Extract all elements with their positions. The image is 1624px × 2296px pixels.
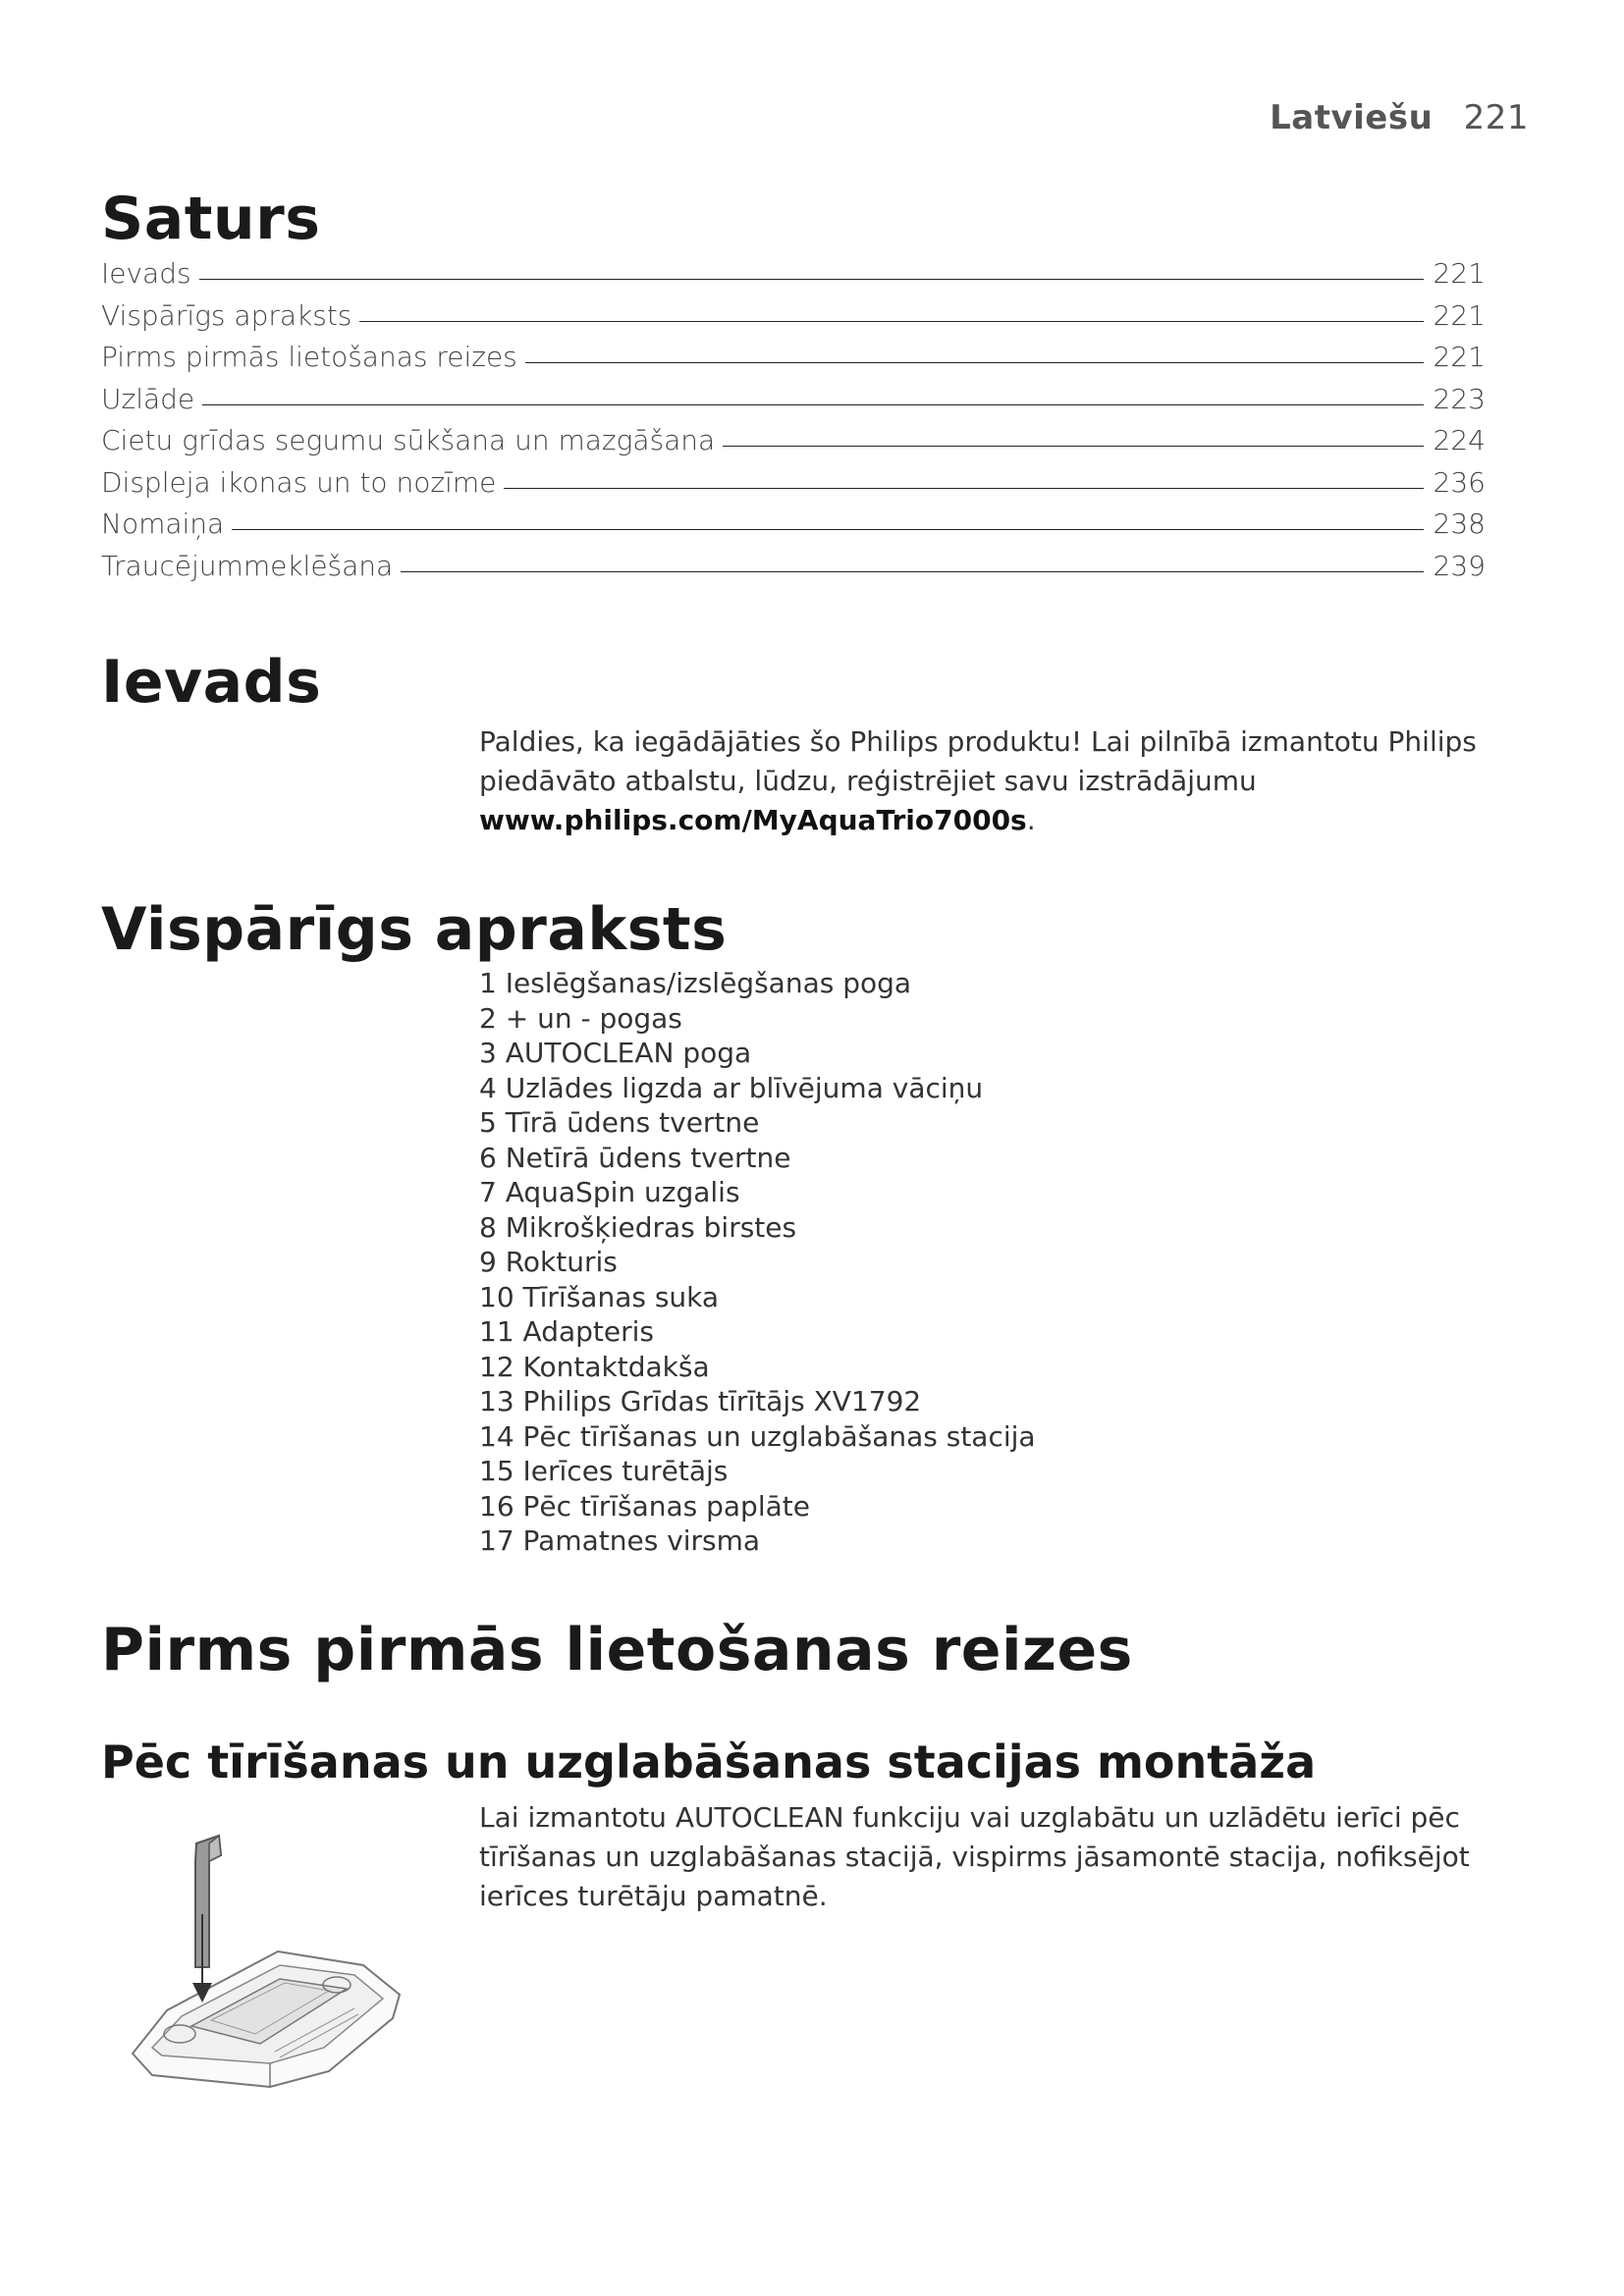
intro-heading: Ievads xyxy=(101,648,322,717)
toc-leader-line xyxy=(202,404,1423,405)
parts-list xyxy=(479,966,1036,1559)
station-assembly-illustration xyxy=(123,1816,407,2110)
table-of-contents xyxy=(101,257,1486,591)
before-first-use-heading: Pirms pirmās lietošanas reizes xyxy=(101,1616,1133,1684)
toc-leader-line xyxy=(232,529,1423,530)
toc-entry[interactable] xyxy=(101,341,1486,383)
toc-entry-page: 238 xyxy=(1433,507,1486,540)
toc-entry-title: Pirms pirmās lietošanas reizes xyxy=(101,341,517,373)
list-item: 1 Ieslēgšanas/izslēgšanas poga xyxy=(479,967,912,999)
intro-text: Paldies, ka iegādājāties šo Philips produktu! Lai pilnībā izmantotu Philips piedāvāto atbalstu, lūdzu, reģistrējiet savu izstrādājumu xyxy=(479,725,1477,797)
general-description-heading: Vispārīgs apraksts xyxy=(101,895,728,964)
page-header xyxy=(1270,98,1529,137)
station-assembly-drawing xyxy=(123,1816,407,2110)
toc-title: Saturs xyxy=(101,185,321,253)
toc-entry[interactable] xyxy=(101,507,1486,550)
toc-leader-line xyxy=(401,571,1423,572)
toc-leader-line xyxy=(525,362,1424,363)
toc-entry[interactable] xyxy=(101,383,1486,425)
list-item: 16 Pēc tīrīšanas paplāte xyxy=(479,1489,810,1522)
toc-entry-title: Uzlāde xyxy=(101,382,195,415)
toc-entry[interactable] xyxy=(101,257,1486,299)
list-item: 7 AquaSpin uzgalis xyxy=(479,1176,740,1208)
list-item: 4 Uzlādes ligzda ar blīvējuma vāciņu xyxy=(479,1071,984,1104)
registration-link[interactable]: www.philips.com/MyAquaTrio7000s xyxy=(479,804,1027,836)
toc-entry-page: 224 xyxy=(1433,424,1486,456)
toc-entry-title: Cietu grīdas segumu sūkšana un mazgāšana xyxy=(101,424,716,456)
header-language: Latviešu xyxy=(1270,98,1434,137)
list-item: 2 + un - pogas xyxy=(479,1001,682,1035)
toc-entry-title: Displeja ikonas un to nozīme xyxy=(101,465,497,499)
list-item: 11 Adapteris xyxy=(479,1315,654,1348)
list-item: 15 Ierīces turētājs xyxy=(479,1455,729,1487)
toc-entry[interactable] xyxy=(101,424,1486,466)
station-assembly-subheading: Pēc tīrīšanas un uzglabāšanas stacijas montāža xyxy=(101,1735,1317,1789)
list-item: 14 Pēc tīrīšanas un uzglabāšanas stacija xyxy=(479,1419,1036,1453)
toc-entry-title: Ievads xyxy=(101,257,191,290)
toc-entry[interactable] xyxy=(101,299,1486,342)
list-item: 17 Pamatnes virsma xyxy=(479,1524,761,1557)
toc-leader-line xyxy=(723,446,1423,447)
intro-link-suffix: . xyxy=(1026,804,1036,836)
toc-entry-page: 221 xyxy=(1433,257,1486,290)
toc-entry-page: 221 xyxy=(1433,341,1486,373)
list-item: 9 Rokturis xyxy=(479,1246,618,1278)
toc-entry-page: 221 xyxy=(1433,298,1486,332)
toc-leader-line xyxy=(504,488,1423,489)
list-item: 5 Tīrā ūdens tvertne xyxy=(479,1106,760,1139)
list-item: 8 Mikrošķiedras birstes xyxy=(479,1210,797,1244)
toc-entry-title: Nomaiņa xyxy=(101,507,225,540)
list-item: 10 Tīrīšanas suka xyxy=(479,1280,720,1313)
list-item: 6 Netīrā ūdens tvertne xyxy=(479,1141,791,1174)
intro-paragraph xyxy=(479,722,1530,840)
list-item: 3 AUTOCLEAN poga xyxy=(479,1037,752,1069)
toc-entry[interactable] xyxy=(101,550,1486,592)
toc-entry[interactable] xyxy=(101,466,1486,508)
toc-entry-title: Traucējummeklēšana xyxy=(101,549,394,582)
toc-leader-line xyxy=(359,321,1423,322)
toc-entry-page: 236 xyxy=(1433,465,1486,499)
list-item: 12 Kontaktdakša xyxy=(479,1350,710,1383)
list-item: 13 Philips Grīdas tīrītājs XV1792 xyxy=(479,1385,922,1417)
toc-entry-title: Vispārīgs apraksts xyxy=(101,298,352,332)
toc-leader-line xyxy=(199,279,1424,280)
header-page-number: 221 xyxy=(1463,98,1529,137)
station-assembly-paragraph: Lai izmantotu AUTOCLEAN funkciju vai uzglabātu un uzlādētu ierīci pēc tīrīšanas un uzglabāšanas stacijā, vispirms jāsamontē stacija, nofiksējot ierīces turētāju pamatnē. xyxy=(479,1801,1470,1912)
toc-entry-page: 223 xyxy=(1433,382,1486,415)
toc-entry-page: 239 xyxy=(1433,549,1486,582)
